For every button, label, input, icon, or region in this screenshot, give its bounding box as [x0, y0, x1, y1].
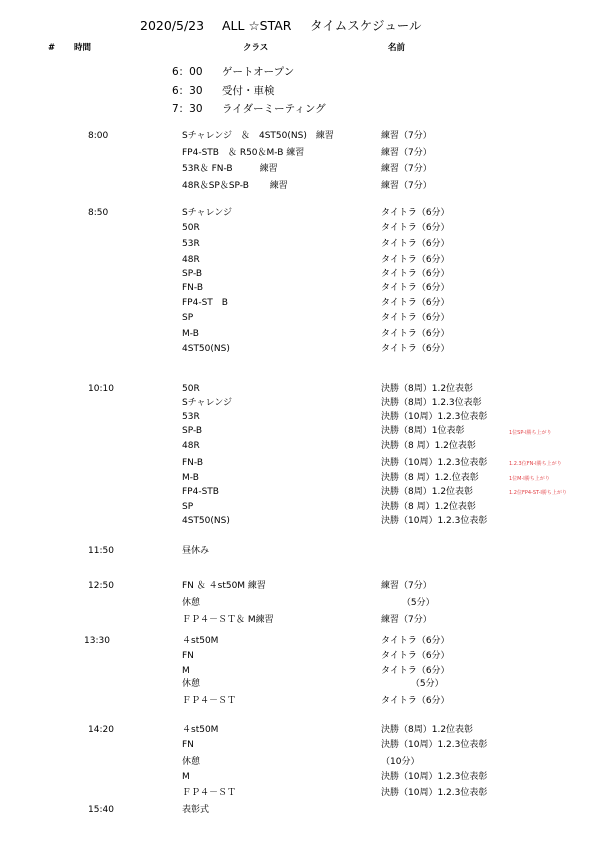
row-name: タイトラ（6分）	[381, 329, 450, 339]
row-name: タイトラ（6分）	[381, 255, 450, 265]
row-name: （5分）	[381, 598, 435, 608]
row-name: タイトラ（6分）	[381, 298, 450, 308]
block-time: 11:50	[88, 546, 114, 556]
row-class: 休憩	[182, 679, 201, 689]
row-note: 1位SP-I勝ち上がり	[509, 430, 552, 436]
row-class: 50R	[182, 223, 200, 233]
row-name: 決勝（10周）1.2.3位表彰	[381, 740, 488, 750]
row-note: 1.2位FP4-ST-I勝ち上がり	[509, 490, 567, 496]
row-class: 53R	[182, 412, 200, 422]
row-name: 決勝（10周）1.2.3位表彰	[381, 788, 488, 798]
preamble-label: ゲートオープン	[222, 66, 295, 78]
row-name: 決勝（8周）1.2位表彰	[381, 487, 474, 497]
row-name: 練習（7分）	[381, 148, 432, 158]
header-class: クラス	[243, 43, 269, 53]
row-name: 練習（7分）	[381, 164, 432, 174]
row-class: ＦＰ４－ＳＴ＆ M練習	[182, 615, 274, 625]
row-class: FP4-STB	[182, 487, 219, 497]
block-time: 8:50	[88, 208, 109, 218]
row-name: タイトラ（6分）	[381, 313, 450, 323]
row-class: M	[182, 772, 190, 782]
row-name: タイトラ（6分）	[381, 239, 450, 249]
header-num: #	[48, 43, 56, 53]
row-name: （10分）	[381, 757, 420, 767]
preamble-label: ライダーミーティング	[222, 103, 326, 115]
row-class: 4ST50(NS)	[182, 344, 230, 354]
preamble-label: 受付・車検	[222, 85, 275, 97]
row-name: 練習（7分）	[381, 581, 432, 591]
preamble-time: 6：30	[172, 85, 203, 97]
row-class: FN-B	[182, 458, 204, 468]
row-name: タイトラ（6分）	[381, 223, 450, 233]
row-name: 決勝（8 周）1.2位表彰	[381, 502, 476, 512]
row-name: タイトラ（6分）	[381, 666, 450, 676]
header-time: 時間	[74, 43, 92, 53]
row-class: SP-B	[182, 426, 203, 436]
title-date: 2020/5/23	[140, 18, 205, 33]
title-label: タイムスケジュール	[310, 18, 422, 33]
row-name: タイトラ（6分）	[381, 344, 450, 354]
row-class: 表彰式	[182, 805, 210, 815]
row-class: 4ST50(NS)	[182, 516, 230, 526]
row-name: 練習（7分）	[381, 615, 432, 625]
row-name: 決勝（10周）1.2.3位表彰	[381, 412, 488, 422]
row-class: ４st50M	[182, 725, 219, 735]
row-class: M-B	[182, 473, 199, 483]
row-name: 決勝（8周）1.2位表彰	[381, 384, 474, 394]
title-event: ALL ☆STAR	[222, 18, 292, 33]
row-class: 53R	[182, 239, 200, 249]
preamble-time: 7：30	[172, 103, 203, 115]
row-note: 1.2.3位FN-I勝ち上がり	[509, 461, 562, 467]
row-name: 決勝（8 周）1.2位表彰	[381, 441, 476, 451]
row-name: 決勝（8 周）1.2.位表彰	[381, 473, 479, 483]
row-class: 48R	[182, 255, 200, 265]
row-class: FN-B	[182, 283, 204, 293]
row-name: タイトラ（6分）	[381, 636, 450, 646]
row-class: Sチャレンジ ＆ 4ST50(NS) 練習	[182, 131, 334, 141]
preamble-time: 6：00	[172, 66, 203, 78]
block-time: 14:20	[88, 725, 114, 735]
row-class: M	[182, 666, 190, 676]
row-name: タイトラ（6分）	[381, 269, 450, 279]
block-time: 8:00	[88, 131, 109, 141]
row-class: M-B	[182, 329, 199, 339]
row-class: ＦＰ４－ＳＴ	[182, 788, 237, 798]
row-class: FP4-ST B	[182, 298, 228, 308]
row-name: 決勝（8周）1位表彰	[381, 426, 465, 436]
block-time: 13:30	[84, 636, 110, 646]
row-class: Sチャレンジ	[182, 398, 232, 408]
row-class: 休憩	[182, 757, 201, 767]
row-class: ４st50M	[182, 636, 219, 646]
row-class: SP	[182, 502, 194, 512]
row-name: 練習（7分）	[381, 181, 432, 191]
row-name: 決勝（10周）1.2.3位表彰	[381, 772, 488, 782]
block-time: 10:10	[88, 384, 114, 394]
row-name: （5分）	[381, 679, 444, 689]
row-class: FN ＆ ４st50M 練習	[182, 581, 266, 591]
row-name: 決勝（10周）1.2.3位表彰	[381, 458, 488, 468]
row-name: タイトラ（6分）	[381, 651, 450, 661]
row-class: 50R	[182, 384, 200, 394]
block-time: 12:50	[88, 581, 114, 591]
row-class: Sチャレンジ	[182, 208, 232, 218]
row-name: 決勝（8周）1.2.3位表彰	[381, 398, 482, 408]
row-class: FN	[182, 740, 194, 750]
block-time: 15:40	[88, 805, 114, 815]
row-class: 休憩	[182, 598, 201, 608]
row-class: 48R＆SP＆SP-B 練習	[182, 181, 288, 191]
row-class: SP-B	[182, 269, 203, 279]
row-name: 練習（7分）	[381, 131, 432, 141]
row-class: ＦＰ４－ＳＴ	[182, 696, 237, 706]
row-class: SP	[182, 313, 194, 323]
row-note: 1位M-I勝ち上がり	[509, 476, 550, 482]
row-class: FP4-STB ＆ R50＆M-B 練習	[182, 148, 305, 158]
header-name: 名前	[388, 43, 406, 53]
row-name: タイトラ（6分）	[381, 208, 450, 218]
row-name: 決勝（10周）1.2.3位表彰	[381, 516, 488, 526]
row-name: タイトラ（6分）	[381, 283, 450, 293]
row-name: 決勝（8周）1.2位表彰	[381, 725, 474, 735]
row-class: 昼休み	[182, 546, 210, 556]
row-class: 48R	[182, 441, 200, 451]
row-class: 53R＆ FN-B 練習	[182, 164, 278, 174]
row-class: FN	[182, 651, 194, 661]
row-name: タイトラ（6分）	[381, 696, 450, 706]
